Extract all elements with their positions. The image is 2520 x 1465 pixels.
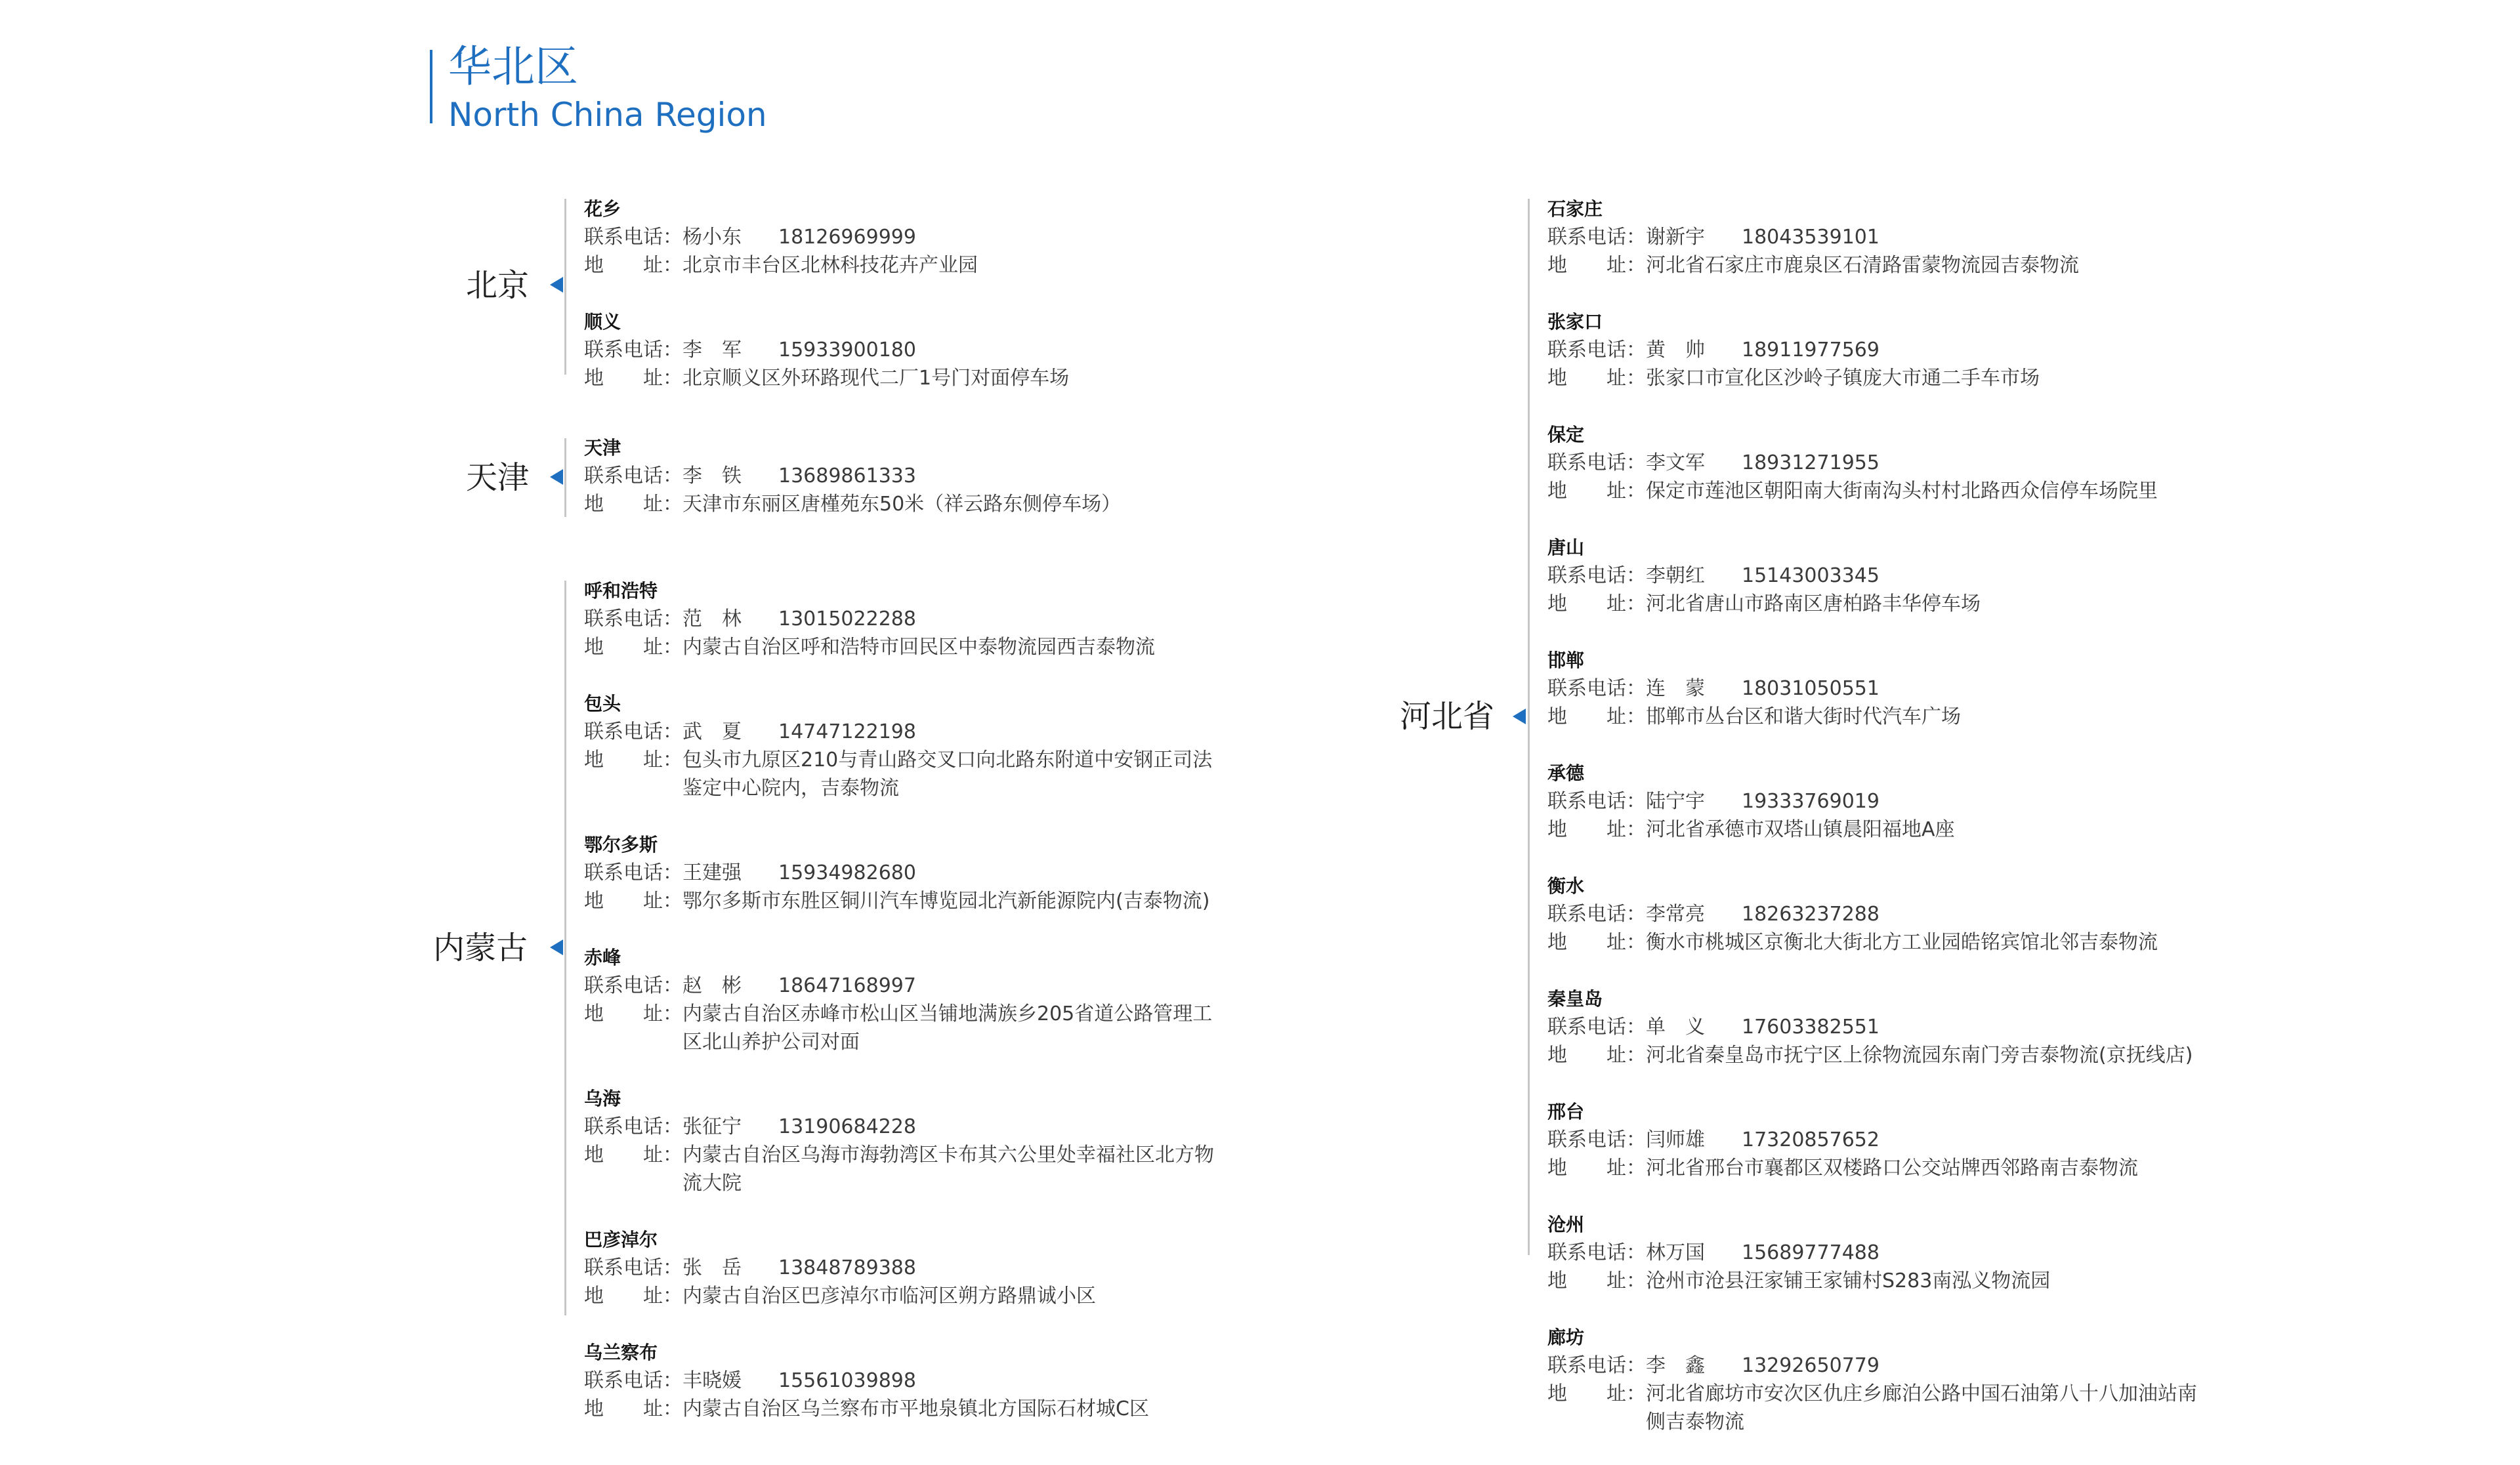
- city-name: 鄂尔多斯: [584, 834, 658, 856]
- address-label: 地 址：: [1547, 931, 1646, 954]
- address-label: 地 址：: [584, 749, 682, 772]
- phone-number: 18126969999: [778, 226, 916, 249]
- address-text: 内蒙古自治区巴彦淖尔市临河区朔方路鼎诚小区: [682, 1285, 1096, 1308]
- city-name: 张家口: [1547, 311, 1603, 333]
- contact-info: [1646, 336, 1880, 364]
- contact-person: 李常亮: [1646, 903, 1705, 926]
- phone-label: 联系电话：: [584, 720, 682, 743]
- contact-person: 范 林: [682, 608, 742, 630]
- phone-number: 13689861333: [778, 464, 916, 487]
- region-title-cn: 华北区: [448, 41, 578, 92]
- address-row: [584, 490, 1240, 518]
- city-name: 赤峰: [584, 947, 621, 968]
- city-name: 呼和浩特: [584, 580, 658, 602]
- region-title-en: North China Region: [448, 96, 767, 134]
- phone-label: 联系电话：: [584, 1115, 682, 1138]
- city-name: 邢台: [1547, 1101, 1585, 1123]
- phone-row: [1547, 1239, 2236, 1267]
- address-row: [584, 251, 1240, 279]
- phone-row: [584, 859, 1240, 887]
- phone-label: 联系电话：: [584, 861, 682, 884]
- address-row: [584, 1282, 1240, 1310]
- address-label: 地 址：: [1547, 818, 1646, 841]
- phone-row: [1547, 336, 2236, 364]
- divider-tianjin: [564, 438, 566, 517]
- address-row: [584, 364, 1240, 392]
- address-row: [584, 633, 1240, 661]
- contact-person: 丰晓媛: [682, 1369, 742, 1392]
- address-text: 北京顺义区外环路现代二厂1号门对面停车场: [682, 367, 1070, 390]
- phone-number: 18911977569: [1742, 339, 1880, 361]
- address-row: [1547, 703, 2236, 731]
- phone-label: 联系电话：: [1547, 226, 1646, 249]
- address-label: 地 址：: [584, 1002, 682, 1025]
- address-row: [1547, 1041, 2236, 1069]
- phone-label: 联系电话：: [1547, 339, 1646, 361]
- phone-number: 15689777488: [1742, 1241, 1880, 1264]
- phone-number: 14747122198: [778, 720, 916, 743]
- contact-entry: [584, 577, 1240, 661]
- city-name: 乌海: [584, 1088, 621, 1109]
- address-row: [584, 1000, 1240, 1056]
- contact-entry: [1547, 1324, 2236, 1436]
- contact-person: 谢新宇: [1646, 226, 1705, 249]
- address-label: 地 址：: [584, 1144, 682, 1166]
- phone-label: 联系电话：: [584, 608, 682, 630]
- phone-number: 17603382551: [1742, 1016, 1880, 1039]
- city-name: 包头: [584, 693, 621, 714]
- contact-info: [1646, 562, 1880, 590]
- address-label: 地 址：: [1547, 705, 1646, 728]
- city-name: 承德: [1547, 762, 1585, 784]
- city-name: 保定: [1547, 424, 1585, 445]
- phone-label: 联系电话：: [584, 974, 682, 997]
- address-label: 地 址：: [1547, 480, 1646, 503]
- phone-row: [1547, 674, 2236, 703]
- address-row: [584, 1395, 1240, 1423]
- address-text: 沧州市沧县汪家铺王家铺村S283南泓义物流园: [1646, 1269, 2051, 1292]
- province-label-hebei: 河北省: [1400, 698, 1495, 735]
- address-label: 地 址：: [584, 1397, 682, 1420]
- address-row: [1547, 364, 2236, 392]
- city-name: 邯郸: [1547, 650, 1585, 671]
- city-name: 衡水: [1547, 875, 1585, 897]
- phone-number: 15933900180: [778, 339, 916, 361]
- contact-person: 陆宁宇: [1646, 790, 1705, 813]
- address-label: 地 址：: [1547, 1044, 1646, 1067]
- contact-entry: [1547, 534, 2236, 618]
- contact-info: [1646, 223, 1880, 251]
- contact-info: [682, 336, 916, 364]
- phone-number: 19333769019: [1742, 790, 1880, 813]
- contact-entry: [1547, 1211, 2236, 1295]
- contact-person: 武 夏: [682, 720, 742, 743]
- address-label: 地 址：: [1547, 592, 1646, 615]
- contact-entry: [584, 944, 1240, 1056]
- pointer-neimenggu: [550, 939, 563, 955]
- phone-row: [584, 336, 1240, 364]
- contact-person: 王建强: [682, 861, 742, 884]
- phone-row: [584, 1254, 1240, 1282]
- province-label-beijing: 北京: [466, 267, 530, 304]
- contact-entry: [584, 1339, 1240, 1423]
- address-row: [1547, 1380, 2236, 1436]
- address-text: 河北省石家庄市鹿泉区石清路雷蒙物流园吉泰物流: [1646, 254, 2079, 277]
- address-text: 内蒙古自治区乌海市海勃湾区卡布其六公里处幸福社区北方物流大院: [682, 1144, 1214, 1195]
- group-tianjin: [584, 434, 1240, 547]
- phone-label: 联系电话：: [584, 464, 682, 487]
- address-row: [1547, 815, 2236, 844]
- address-text: 鄂尔多斯市东胜区铜川汽车博览园北汽新能源院内(吉泰物流): [682, 890, 1210, 913]
- phone-number: 17320857652: [1742, 1128, 1880, 1151]
- contact-person: 张 岳: [682, 1256, 742, 1279]
- address-label: 地 址：: [584, 1285, 682, 1308]
- address-text: 河北省廊坊市安次区仇庄乡廊泊公路中国石油第八十八加油站南侧吉泰物流: [1646, 1382, 2197, 1434]
- divider-neimenggu: [564, 581, 566, 1315]
- contact-info: [1646, 449, 1880, 477]
- contact-person: 林万国: [1646, 1241, 1705, 1264]
- city-name: 秦皇岛: [1547, 988, 1603, 1010]
- phone-row: [1547, 787, 2236, 815]
- contact-person: 李朝红: [1646, 564, 1705, 587]
- address-label: 地 址：: [584, 367, 682, 390]
- contact-person: 赵 彬: [682, 974, 742, 997]
- phone-number: 18031050551: [1742, 677, 1880, 700]
- contact-info: [682, 1367, 916, 1395]
- address-row: [1547, 1154, 2236, 1182]
- city-name: 唐山: [1547, 537, 1585, 558]
- phone-label: 联系电话：: [1547, 1354, 1646, 1377]
- phone-label: 联系电话：: [584, 339, 682, 361]
- phone-number: 18647168997: [778, 974, 916, 997]
- province-label-tianjin: 天津: [466, 459, 530, 496]
- contact-entry: [584, 308, 1240, 392]
- address-label: 地 址：: [1547, 1382, 1646, 1405]
- address-text: 河北省邢台市襄都区双楼路口公交站牌西邻路南吉泰物流: [1646, 1157, 2138, 1180]
- phone-label: 联系电话：: [1547, 790, 1646, 813]
- phone-label: 联系电话：: [1547, 903, 1646, 926]
- phone-number: 18263237288: [1742, 903, 1880, 926]
- address-text: 天津市东丽区唐槿苑东50米（祥云路东侧停车场）: [682, 493, 1122, 516]
- address-label: 地 址：: [584, 493, 682, 516]
- phone-label: 联系电话：: [584, 1256, 682, 1279]
- contact-info: [1646, 1013, 1880, 1041]
- phone-row: [584, 605, 1240, 633]
- address-label: 地 址：: [1547, 254, 1646, 277]
- contact-info: [682, 1113, 916, 1141]
- phone-number: 13190684228: [778, 1115, 916, 1138]
- group-neimenggu: [584, 577, 1240, 1452]
- contact-info: [1646, 1352, 1880, 1380]
- phone-row: [584, 1113, 1240, 1141]
- phone-label: 联系电话：: [1547, 564, 1646, 587]
- phone-row: [1547, 900, 2236, 928]
- contact-person: 杨小东: [682, 226, 742, 249]
- phone-label: 联系电话：: [1547, 677, 1646, 700]
- phone-row: [1547, 1126, 2236, 1154]
- address-text: 张家口市宣化区沙岭子镇庞大市通二手车市场: [1646, 367, 2040, 390]
- phone-row: [1547, 449, 2236, 477]
- contact-info: [682, 1254, 916, 1282]
- city-name: 乌兰察布: [584, 1342, 658, 1363]
- phone-label: 联系电话：: [1547, 1128, 1646, 1151]
- address-label: 地 址：: [1547, 367, 1646, 390]
- contact-entry: [1547, 647, 2236, 731]
- phone-number: 13015022288: [778, 608, 916, 630]
- address-row: [1547, 1267, 2236, 1295]
- address-row: [584, 746, 1240, 802]
- group-hebei: [1547, 196, 2236, 1465]
- phone-number: 15934982680: [778, 861, 916, 884]
- contact-person: 李 军: [682, 339, 742, 361]
- contact-info: [1646, 674, 1880, 703]
- phone-label: 联系电话：: [1547, 1016, 1646, 1039]
- address-label: 地 址：: [1547, 1269, 1646, 1292]
- contact-info: [1646, 787, 1880, 815]
- contact-person: 黄 帅: [1646, 339, 1705, 361]
- contact-entry: [1547, 196, 2236, 279]
- address-text: 衡水市桃城区京衡北大街北方工业园皓铭宾馆北邻吉泰物流: [1646, 931, 2158, 954]
- contact-info: [682, 223, 916, 251]
- address-label: 地 址：: [584, 890, 682, 913]
- pointer-beijing: [550, 277, 563, 293]
- contact-entry: [1547, 873, 2236, 957]
- divider-beijing: [564, 199, 566, 375]
- contact-person: 连 蒙: [1646, 677, 1705, 700]
- address-text: 河北省秦皇岛市抚宁区上徐物流园东南门旁吉泰物流(京抚线店): [1646, 1044, 2193, 1067]
- contact-entry: [584, 434, 1240, 518]
- contact-info: [682, 972, 916, 1000]
- contact-info: [682, 718, 916, 746]
- phone-row: [584, 972, 1240, 1000]
- contact-entry: [1547, 421, 2236, 505]
- phone-number: 15143003345: [1742, 564, 1880, 587]
- address-row: [1547, 251, 2236, 279]
- pointer-tianjin: [550, 469, 563, 485]
- contact-person: 张征宁: [682, 1115, 742, 1138]
- address-row: [584, 1141, 1240, 1197]
- contact-person: 李 铁: [682, 464, 742, 487]
- address-row: [584, 887, 1240, 915]
- address-text: 邯郸市丛台区和谐大街时代汽车广场: [1646, 705, 1961, 728]
- city-name: 石家庄: [1547, 198, 1603, 220]
- header-accent-bar: [430, 50, 432, 123]
- phone-row: [1547, 562, 2236, 590]
- contact-entry: [584, 1226, 1240, 1310]
- phone-number: 13848789388: [778, 1256, 916, 1279]
- address-text: 保定市莲池区朝阳南大街南沟头村村北路西众信停车场院里: [1646, 480, 2158, 503]
- phone-number: 13292650779: [1742, 1354, 1880, 1377]
- contact-person: 李 鑫: [1646, 1354, 1705, 1377]
- address-row: [1547, 928, 2236, 957]
- phone-row: [584, 1367, 1240, 1395]
- phone-number: 15561039898: [778, 1369, 916, 1392]
- contact-info: [682, 605, 916, 633]
- contact-person: 单 义: [1646, 1016, 1705, 1039]
- contact-entry: [1547, 1098, 2236, 1182]
- divider-hebei: [1528, 199, 1530, 1255]
- address-row: [1547, 477, 2236, 505]
- phone-row: [584, 462, 1240, 490]
- address-text: 包头市九原区210与青山路交叉口向北路东附道中安钢正司法鉴定中心院内，吉泰物流: [682, 749, 1213, 800]
- contact-entry: [584, 1085, 1240, 1197]
- pointer-hebei: [1513, 709, 1526, 724]
- phone-number: 18043539101: [1742, 226, 1880, 249]
- contact-entry: [584, 690, 1240, 802]
- phone-row: [1547, 1352, 2236, 1380]
- address-label: 地 址：: [1547, 1157, 1646, 1180]
- address-label: 地 址：: [584, 254, 682, 277]
- contact-info: [682, 462, 916, 490]
- phone-number: 18931271955: [1742, 451, 1880, 474]
- city-name: 沧州: [1547, 1214, 1585, 1235]
- address-text: 河北省唐山市路南区唐柏路丰华停车场: [1646, 592, 1981, 615]
- address-text: 河北省承德市双塔山镇晨阳福地A座: [1646, 818, 1955, 841]
- address-text: 北京市丰台区北林科技花卉产业园: [682, 254, 978, 277]
- contact-person: 李文军: [1646, 451, 1705, 474]
- contact-entry: [1547, 985, 2236, 1069]
- contact-info: [1646, 1126, 1880, 1154]
- phone-label: 联系电话：: [584, 226, 682, 249]
- contact-person: 闫师雄: [1646, 1128, 1705, 1151]
- phone-row: [1547, 1013, 2236, 1041]
- contact-info: [1646, 1239, 1880, 1267]
- contact-entry: [1547, 760, 2236, 844]
- city-name: 花乡: [584, 198, 621, 220]
- address-text: 内蒙古自治区赤峰市松山区当铺地满族乡205省道公路管理工区北山养护公司对面: [682, 1002, 1213, 1054]
- phone-row: [1547, 223, 2236, 251]
- phone-row: [584, 223, 1240, 251]
- contact-entry: [1547, 308, 2236, 392]
- contact-entry: [584, 196, 1240, 279]
- phone-row: [584, 718, 1240, 746]
- phone-label: 联系电话：: [584, 1369, 682, 1392]
- address-row: [1547, 590, 2236, 618]
- contact-entry: [584, 831, 1240, 915]
- address-text: 内蒙古自治区乌兰察布市平地泉镇北方国际石材城C区: [682, 1397, 1149, 1420]
- city-name: 廊坊: [1547, 1327, 1585, 1348]
- province-label-neimenggu: 内蒙古: [433, 930, 528, 966]
- city-name: 顺义: [584, 311, 621, 333]
- city-name: 巴彦淖尔: [584, 1229, 658, 1250]
- contact-info: [1646, 900, 1880, 928]
- group-beijing: [584, 196, 1240, 421]
- phone-label: 联系电话：: [1547, 451, 1646, 474]
- contact-info: [682, 859, 916, 887]
- address-text: 内蒙古自治区呼和浩特市回民区中泰物流园西吉泰物流: [682, 636, 1155, 659]
- city-name: 天津: [584, 437, 621, 459]
- address-label: 地 址：: [584, 636, 682, 659]
- phone-label: 联系电话：: [1547, 1241, 1646, 1264]
